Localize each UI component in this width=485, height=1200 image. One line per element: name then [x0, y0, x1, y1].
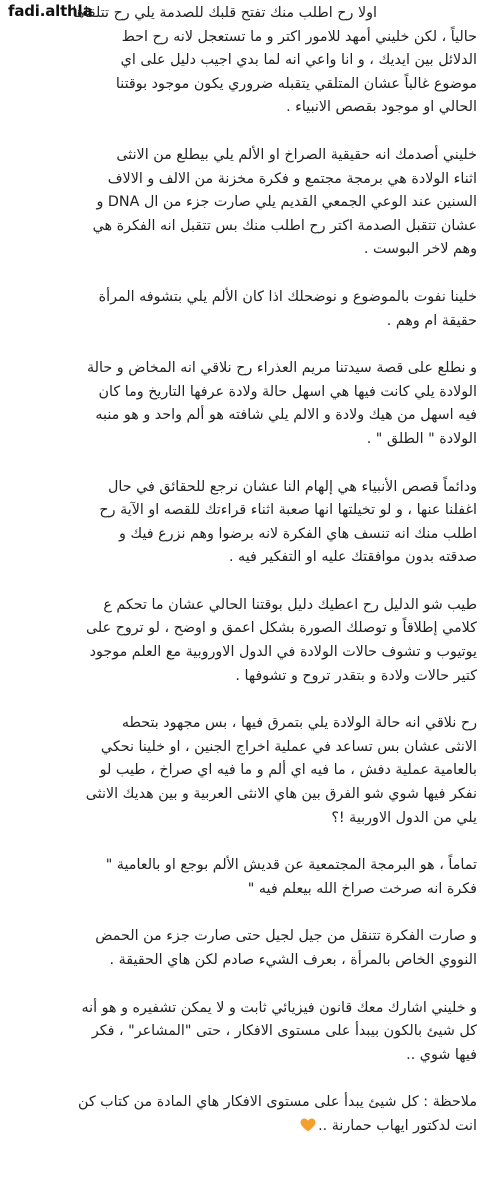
paragraph-5: ودائماً قصص الأنبياء هي إلهام النا عشان نرجع للحقائق في حال اغفلنا عنها ، و لو تخيلتها انها صعبة اثناء قراءتك للقصه او الآية رح اطلب منك انه تنسف هاي الفكرة لانه برضوا وهم نزرع فيك و صدقته بدون موافقتك عليه او التفكير فيه .: [99, 478, 477, 566]
paragraph-6: طيب شو الدليل رح اعطيك دليل بوقتنا الحالي عشان ما تحكم ع كلامي إطلاقاً و توصلك الصورة بشكل اعمق و اوضح ، لو تروح على يوتيوب و تشوف حالات الولادة في الدول الاوروبية مع العلم موجود كتير حالات ولادة و بتقدر تروح و تشوفها .: [85, 596, 477, 684]
paragraph-4: و نطلع على قصة سيدتنا مريم العذراء رح نلاقي انه المخاض و حالة الولادة يلي كانت فيها هي اسهل حالة ولادة عرفها التاريخ وما كان فيه اسهل من هيك ولادة و الالم يلي شافته هو ألم واحد و هو منبه الولادة " الطلق " .: [87, 360, 477, 447]
note-paragraph: [8, 1091, 477, 1138]
paragraph-2: خليني أصدمك انه حقيقية الصراخ او الألم يلي بيطلع من الانثى اثناء الولادة هي برمجة مجتمع و فكرة مخزنة من الالف و الالاف السنين عند الوعي الجمعي القديم يلي صارت جزء من ال DNA و عشان تتقبل الصدمة اكتر رح اطلب منك بس تتقبل انه الفكرة هي وهم لاخر البوست .: [92, 146, 477, 258]
paragraph-9: و صارت الفكرة تتنقل من جيل لجيل حتى صارت جزء من الحمض النووي الخاص بالمرأة ، بعرف الشيء صادم لكن هاي الحقيقة .: [95, 928, 477, 968]
paragraph-7: رح نلاقي انه حالة الولادة يلي بتمرق فيها ، بس مجهود بتحطه الانثى عشان بس تساعد في عملية اخراج الجنين ، او خلينا نحكي بالعامية عملية دفش ، ما فيه اي ألم و ما فيه اي صراخ ، طيب لو نفكر فيها شوي شو الفرق بين هاي الانثى العربية و بين هديك الانثى يلي من الدول الاوربية !؟: [85, 715, 477, 826]
paragraph-8: تماماً ، هو البرمجة المجتمعية عن قديش الألم بوجع او بالعامية " فكرة انه صرخت صراخ الله بيعلم فيه ": [105, 857, 477, 897]
paragraph-1: اولا رح اطلب منك تفتح قلبك للصدمة يلي رح تتلقاها حالياً ، لكن خليني أمهد للامور اكتر و ما تستعجل لانه رح احط الدلائل بين ايديك ، و انا واعي انه لما بدي اجيب دليل على اي موضوع غالباً عشان المتلقي يتقبله ضروري يكون موجود بوقتنا الحالي او موجود بقصص الانبياء .: [72, 5, 477, 116]
note-text: ملاحظة : كل شيئ يبدأ على مستوى الافكار هاي المادة من كتاب كن انت لدكتور ايهاب حمارنة ..: [77, 1094, 477, 1134]
paragraph-10: و خليني اشارك معك قانون فيزيائي ثابت و لا يمكن تشفيره و هو أنه كل شيئ بالكون بيبدأ على مستوى الافكار ، حتى "المشاعر" ، فكر فيها شوي ..: [81, 999, 477, 1063]
orange-heart-icon: [300, 1117, 316, 1131]
username[interactable]: fadi.althla: [8, 2, 93, 20]
paragraph-3: خلينا نفوت بالموضوع و نوضحلك اذا كان الألم يلي بتشوفه المرأة حقيقة ام وهم .: [98, 288, 477, 329]
